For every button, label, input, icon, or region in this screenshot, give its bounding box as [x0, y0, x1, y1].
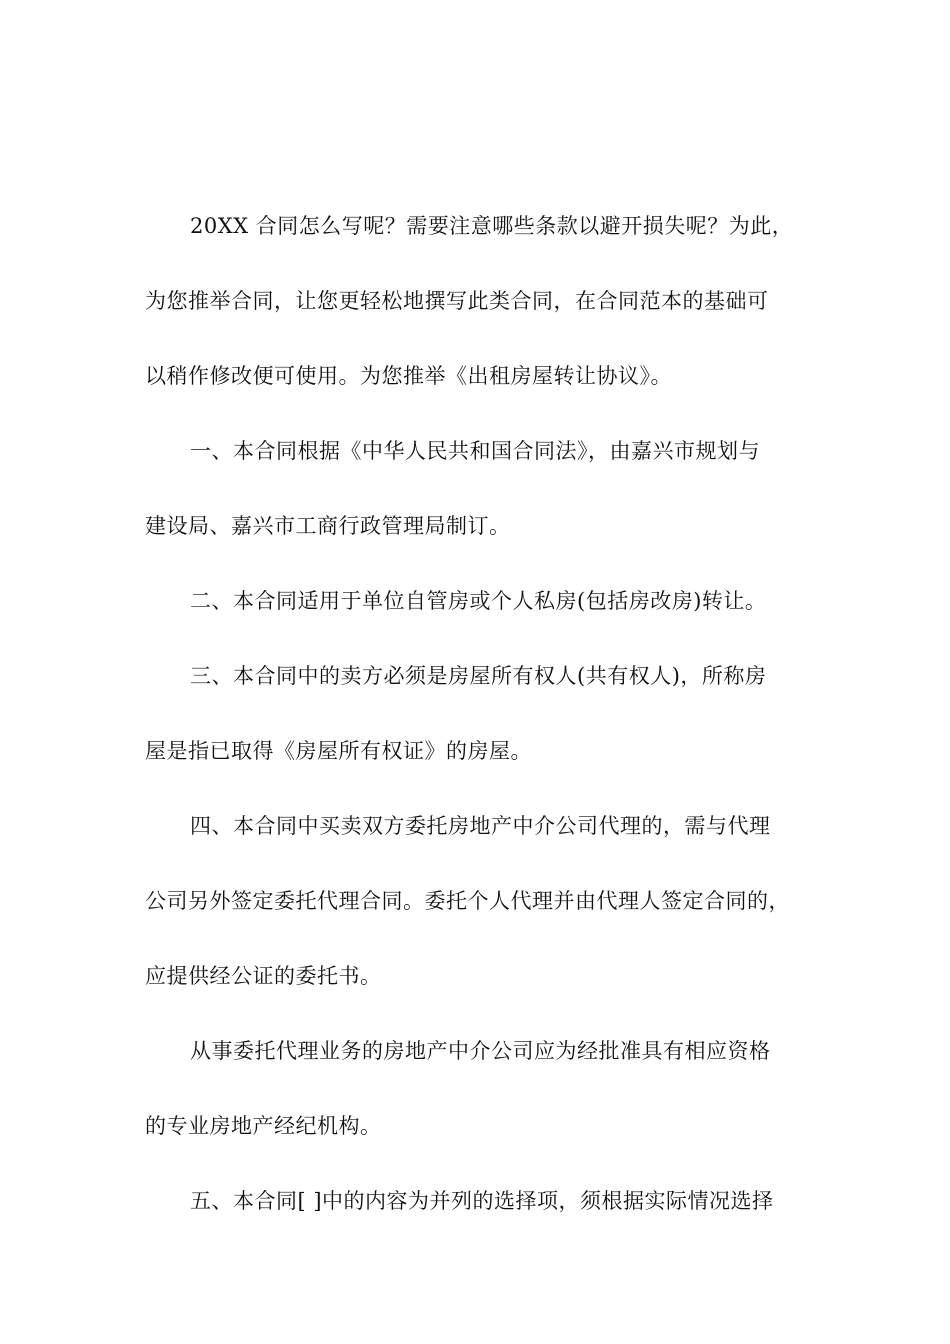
clause-4-line-3: 应提供经公证的委托书。: [145, 964, 382, 988]
clause-5-line-1: 五、本合同[ ]中的内容为并列的选择项，须根据实际情况选择: [190, 1189, 774, 1213]
paragraph-intro-line-2: 为您推举合同，让您更轻松地撰写此类合同，在合同范本的基础可: [145, 289, 769, 313]
clause-4-note-line-1: 从事委托代理业务的房地产中介公司应为经批准具有相应资格: [190, 1039, 771, 1063]
clause-3-line-2: 屋是指已取得《房屋所有权证》的房屋。: [145, 739, 532, 763]
clause-1-line-2: 建设局、嘉兴市工商行政管理局制订。: [145, 514, 511, 538]
paragraph-intro-line-3: 以稍作修改便可使用。为您推举《出租房屋转让协议》。: [145, 364, 672, 388]
clause-2-line-1: 二、本合同适用于单位自管房或个人私房(包括房改房)转让。: [190, 589, 767, 613]
clause-4-line-2: 公司另外签定委托代理合同。委托个人代理并由代理人签定合同的，: [145, 889, 790, 913]
clause-4-note-line-2: 的专业房地产经纪机构。: [145, 1114, 382, 1138]
clause-1-line-1: 一、本合同根据《中华人民共和国合同法》，由嘉兴市规划与: [190, 439, 760, 463]
paragraph-intro-line-1: 20XX 合同怎么写呢？需要注意哪些条款以避开损失呢？为此，: [190, 214, 794, 238]
clause-4-line-1: 四、本合同中买卖双方委托房地产中介公司代理的，需与代理: [190, 814, 771, 838]
clause-3-line-1: 三、本合同中的卖方必须是房屋所有权人(共有权人)，所称房: [190, 664, 767, 688]
